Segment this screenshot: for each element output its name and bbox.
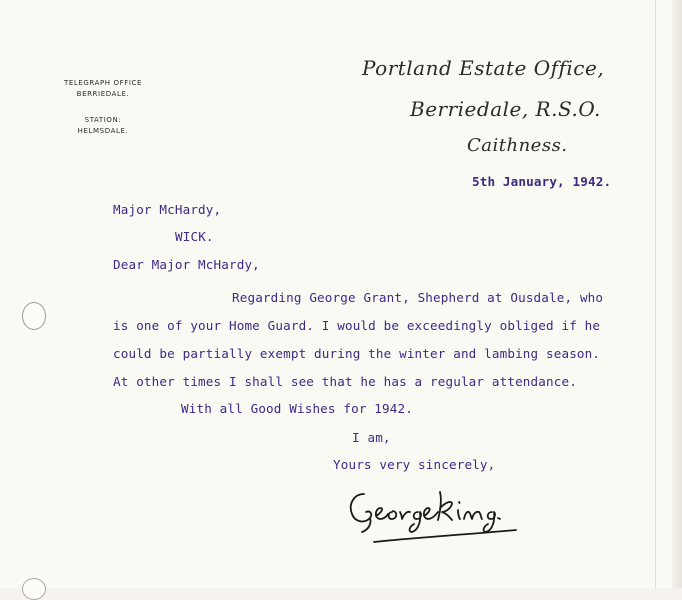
salutation: Dear Major McHardy, <box>113 257 260 272</box>
telegraph-office-label: TELEGRAPH OFFICE <box>63 79 143 87</box>
station-place: HELMSDALE. <box>77 127 129 135</box>
letter-date: 5th January, 1942. <box>472 174 612 189</box>
paper-fold <box>655 0 656 588</box>
punch-hole <box>22 302 46 330</box>
letterhead-town: Berriedale, R.S.O. <box>410 97 601 121</box>
closing-i-am: I am, <box>352 430 391 445</box>
paper-edge <box>672 0 682 588</box>
letterhead-county: Caithness. <box>467 135 568 156</box>
addressee-place: WICK. <box>175 229 214 244</box>
addressee: Major McHardy, <box>113 202 222 217</box>
body-line: could be partially exempt during the winter and lambing season. <box>113 346 601 361</box>
closing-yours: Yours very sincerely, <box>333 457 496 472</box>
station-label: STATION: <box>84 116 122 124</box>
letterhead-office: Portland Estate Office, <box>362 56 605 80</box>
handwritten-signature <box>340 472 530 552</box>
telegraph-office-place: BERRIEDALE. <box>76 90 130 98</box>
body-line: Regarding George Grant, Shepherd at Ousdale, who <box>232 290 604 305</box>
wishes: With all Good Wishes for 1942. <box>181 401 413 416</box>
punch-hole-lower <box>22 578 46 600</box>
body-line: is one of your Home Guard. I would be exceedingly obliged if he <box>113 318 601 333</box>
body-line: At other times I shall see that he has a regular attendance. <box>113 374 577 389</box>
